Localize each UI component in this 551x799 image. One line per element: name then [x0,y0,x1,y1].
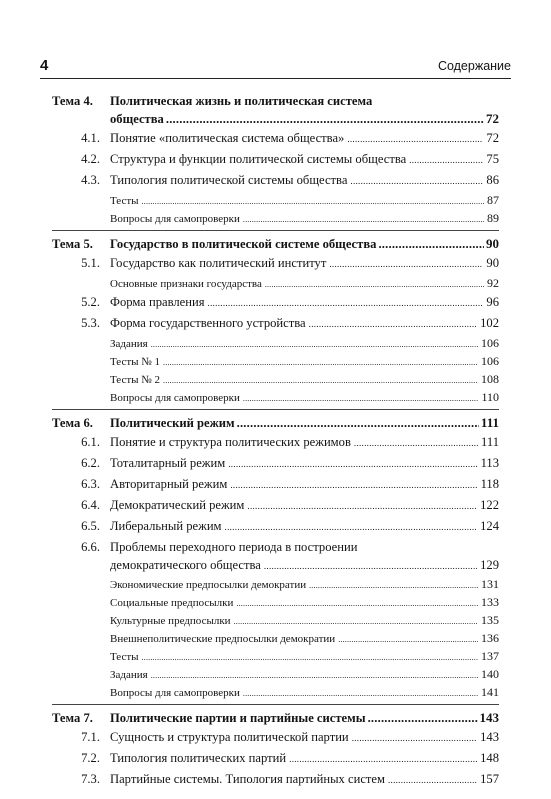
toc-section-entry[interactable] [52,314,499,335]
entry-title-text: Культурные предпосылки [110,615,231,628]
entry-title-text: Задания [110,668,148,681]
entry-title [110,750,499,769]
entry-page-number: 136 [481,631,499,646]
toc-section-entry[interactable] [52,129,499,150]
dot-leader [409,152,483,170]
entry-page-number: 118 [480,477,499,492]
dot-leader [309,578,478,594]
entry-title-text: Проблемы переходного периода в построении [110,540,358,555]
toc-topic-entry[interactable] [52,413,499,433]
toc-subentry[interactable] [52,684,499,702]
entry-title [110,577,499,594]
entry-page-number: 143 [479,709,499,725]
entry-title-text: Вопросы для самопроверки [110,686,240,699]
toc-section-entry[interactable] [52,517,499,538]
entry-page-number: 102 [480,316,499,331]
entry-title [110,255,499,274]
entry-number: 5.3. [81,316,100,331]
entry-title [110,130,499,149]
toc-subentry[interactable] [52,335,499,353]
entry-title-text: Тоталитарный режим [110,456,226,471]
entry-title [110,354,499,371]
entry-title [110,315,499,334]
dot-leader [243,391,479,407]
entry-title [110,193,499,210]
entry-title [110,390,499,407]
dot-leader [265,277,484,293]
running-head-title: Содержание [437,59,511,73]
entry-title-text: Политические партии и партийные системы [110,710,366,725]
entry-number: 5.1. [81,256,100,271]
toc-section-entry[interactable] [52,293,499,314]
toc-subentry[interactable] [52,595,499,613]
toc-section-entry[interactable] [52,171,499,192]
entry-number: 4.2. [81,152,100,167]
entry-title-text: Вопросы для самопроверки [110,391,240,404]
entry-number: 7.1. [81,730,100,745]
toc-subentry[interactable] [52,666,499,684]
dot-leader [352,730,477,748]
entry-number: 7.2. [81,751,100,766]
entry-title-text: Понятие «политическая система общества» [110,131,345,146]
entry-page-number: 141 [481,684,499,699]
dot-leader [243,686,478,702]
entry-page-number: 137 [481,648,499,663]
entry-title [110,172,499,191]
toc-subentry[interactable] [52,630,499,648]
entry-number: 4.1. [81,131,100,146]
dot-leader [243,212,484,228]
dot-leader [350,173,483,191]
entry-title-text: Политическая жизнь и политическая система [110,94,373,108]
dot-leader [163,373,478,389]
entry-title-text: Партийные системы. Типология партийных систем [110,772,385,787]
dot-leader [309,316,477,334]
toc-section-entry[interactable] [52,433,499,454]
dot-leader [237,414,479,432]
entry-number: 7.3. [81,772,100,787]
dot-leader [234,614,478,630]
entry-title [110,709,499,727]
dot-leader [225,519,478,537]
dot-leader [368,709,478,727]
dot-leader [228,456,477,474]
entry-title-text: Типология политической системы общества [110,173,348,188]
toc-subentry[interactable] [52,371,499,389]
entry-page-number: 72 [486,131,499,146]
section-divider [52,704,499,705]
entry-title [110,455,499,474]
entry-title-text: демократического общества [110,557,261,572]
entry-title-text: общества [110,112,164,126]
entry-title-text: Политический режим [110,415,235,430]
toc-topic-entry[interactable] [52,708,499,728]
entry-title [110,539,499,575]
entry-title-text: Демократический режим [110,498,245,513]
dot-leader [151,337,478,353]
toc-subentry[interactable] [52,648,499,666]
entry-number: 5.2. [81,295,100,310]
entry-title-text: Задания [110,337,148,350]
toc-subentry[interactable] [52,577,499,595]
entry-title [110,613,499,630]
dot-leader [142,650,478,666]
entry-page-number: 72 [486,111,499,126]
entry-page-number: 108 [481,371,499,386]
entry-title [110,771,499,790]
entry-title-text: Тесты [110,650,139,663]
dot-leader [354,435,478,453]
toc-subentry[interactable] [52,613,499,631]
entry-page-number: 110 [481,389,499,404]
entry-title [110,518,499,537]
entry-title [110,414,499,432]
entry-page-number: 122 [480,498,499,513]
entry-page-number: 148 [480,751,499,766]
toc-section-entry[interactable] [52,770,499,791]
toc-subentry[interactable] [52,275,499,293]
entry-title-text: Государство в политической системе общества [110,237,377,252]
toc-section-entry[interactable] [52,150,499,171]
entry-title-text: Авторитарный режим [110,477,228,492]
entry-title [110,685,499,702]
entry-title-text: Государство как политический институт [110,256,327,271]
entry-number: 6.1. [81,434,100,449]
entry-title [110,336,499,353]
entry-page-number: 157 [480,772,499,787]
dot-leader [236,596,478,612]
entry-page-number: 133 [481,595,499,610]
entry-number: Тема 7. [52,710,93,725]
table-of-contents [52,91,499,791]
dot-leader [230,477,477,495]
entry-title-text: Либеральный режим [110,519,222,534]
toc-section-entry[interactable] [52,496,499,517]
entry-title [110,294,499,313]
dot-leader [388,772,477,790]
entry-page-number: 131 [481,577,499,592]
dot-leader [338,632,478,648]
entry-page-number: 135 [481,613,499,628]
dot-leader [166,110,484,128]
entry-page-number: 143 [480,730,499,745]
entry-title-text: Социальные предпосылки [110,597,234,610]
entry-page-number: 140 [481,666,499,681]
entry-title [110,476,499,495]
entry-title [110,497,499,516]
dot-leader [264,558,477,576]
section-divider [52,230,499,231]
entry-title [110,372,499,389]
entry-title-text: Вопросы для самопроверки [110,212,240,225]
page-number: 4 [40,57,49,74]
dot-leader [163,355,478,371]
header-rule [40,78,511,79]
dot-leader [347,131,483,149]
toc-topic-entry[interactable] [52,234,499,254]
entry-title-text: Понятие и структура политических режимов [110,434,351,449]
entry-number: 6.5. [81,519,100,534]
entry-number: Тема 5. [52,237,93,252]
entry-title [110,631,499,648]
entry-title-text: Типология политических партий [110,751,287,766]
entry-number: 6.6. [81,540,100,555]
entry-title-text: Тесты № 2 [110,373,161,386]
toc-topic-entry[interactable] [52,91,499,129]
entry-page-number: 90 [486,256,499,271]
entry-title [110,434,499,453]
entry-number: 4.3. [81,173,100,188]
entry-number: 6.2. [81,456,100,471]
entry-title [110,235,499,253]
toc-section-entry[interactable] [52,728,499,749]
entry-page-number: 124 [480,519,499,534]
entry-page-number: 106 [481,353,499,368]
entry-title [110,151,499,170]
entry-number: Тема 6. [52,415,93,430]
toc-section-entry[interactable] [52,475,499,496]
entry-title [110,595,499,612]
entry-title [110,211,499,228]
entry-page-number: 106 [481,335,499,350]
entry-page-number: 113 [480,456,499,471]
entry-title-text: Форма правления [110,295,205,310]
entry-title-text: Внешнеполитические предпосылки демократии [110,633,336,646]
entry-title [110,729,499,748]
entry-title [110,276,499,293]
toc-subentry[interactable] [52,210,499,228]
toc-section-entry[interactable] [52,454,499,475]
entry-number: 6.4. [81,498,100,513]
toc-section-entry[interactable] [52,749,499,770]
entry-page-number: 86 [486,173,499,188]
toc-subentry[interactable] [52,192,499,210]
dot-leader [142,194,484,210]
entry-title-text: Экономические предпосылки демократии [110,579,307,592]
entry-number: Тема 4. [52,94,93,108]
entry-title [110,667,499,684]
entry-page-number: 129 [480,557,499,572]
dot-leader [151,668,478,684]
entry-title-text: Сущность и структура политической партии [110,730,349,745]
entry-page-number: 96 [486,295,499,310]
toc-section-entry[interactable] [52,254,499,275]
entry-page-number: 87 [487,192,499,207]
entry-title [110,92,499,128]
dot-leader [208,295,484,313]
entry-page-number: 111 [480,414,499,430]
entry-title [110,649,499,666]
toc-subentry[interactable] [52,353,499,371]
dot-leader [247,498,477,516]
entry-page-number: 90 [486,236,499,252]
toc-subentry[interactable] [52,389,499,407]
entry-title-text: Структура и функции политической системы общества [110,152,407,167]
entry-page-number: 92 [487,275,499,290]
entry-title-text: Тесты [110,194,139,207]
entry-title-text: Тесты № 1 [110,355,161,368]
dot-leader [329,256,483,274]
entry-page-number: 89 [487,210,499,225]
toc-section-entry[interactable] [52,538,499,577]
dot-leader [289,751,477,769]
entry-number: 6.3. [81,477,100,492]
dot-leader [378,235,484,253]
section-divider [52,409,499,410]
entry-page-number: 75 [486,152,499,167]
running-head [40,57,511,77]
entry-page-number: 111 [481,434,499,449]
entry-title-text: Форма государственного устройства [110,316,306,331]
entry-title-text: Основные признаки государства [110,277,262,290]
